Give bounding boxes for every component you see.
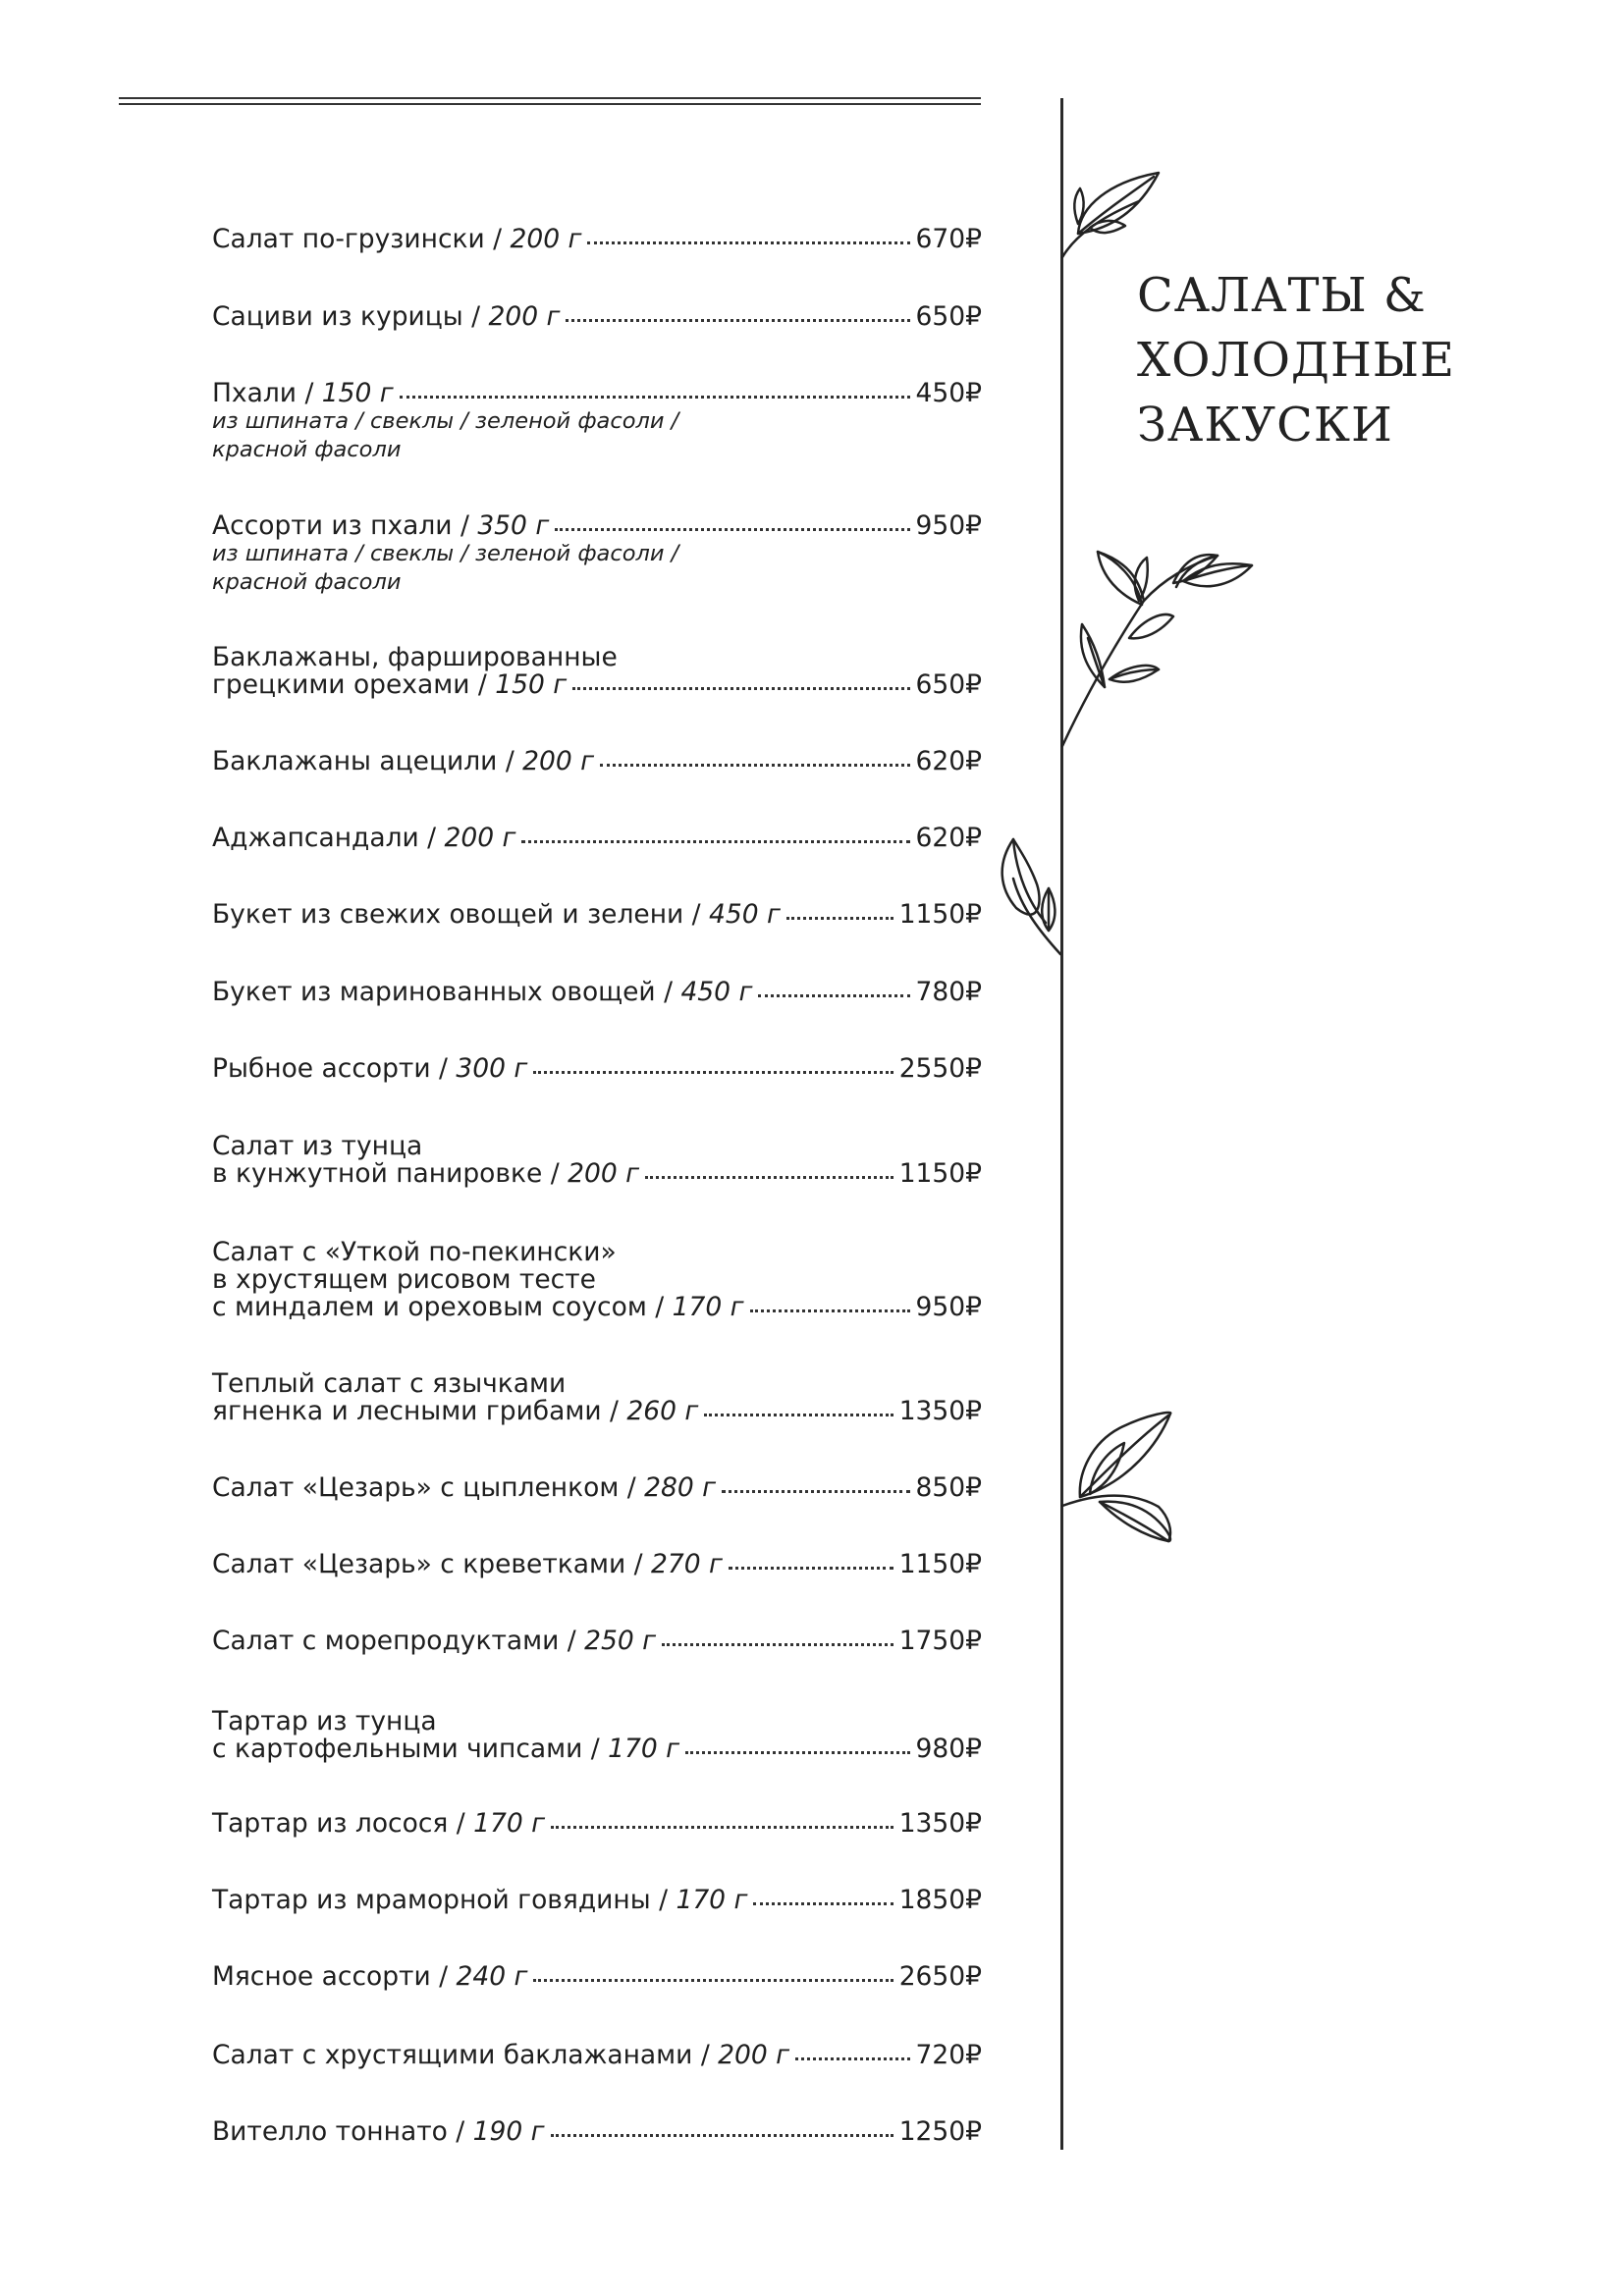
menu-item: [212, 1474, 982, 1502]
menu-item-line: [212, 1133, 982, 1160]
menu-item-weight: 150 г: [495, 669, 568, 700]
menu-item: [212, 1133, 982, 1188]
menu-item: [212, 1708, 982, 1763]
menu-item-name: грецкими орехами: [212, 669, 470, 700]
menu-item-line: [212, 2042, 982, 2069]
dot-leader: [645, 1176, 893, 1179]
menu-item-price: 1150₽: [898, 1549, 982, 1579]
menu-item-name: Сациви из курицы: [212, 301, 463, 332]
weight-separator: /: [430, 1961, 457, 1992]
menu-item-name: Тартар из лосося: [212, 1808, 449, 1839]
menu-item-name: Букет из маринованных овощей: [212, 977, 656, 1007]
dot-leader: [722, 1490, 909, 1493]
dot-leader: [758, 994, 909, 997]
menu-item-description: [212, 407, 982, 464]
leaf-left-icon: [1002, 839, 1060, 954]
menu-item-name: Баклажаны, фаршированные: [212, 642, 618, 672]
dot-leader: [551, 1826, 893, 1829]
menu-item-price: 620₽: [915, 746, 982, 776]
menu-item-price: 1850₽: [898, 1885, 982, 1915]
menu-item-name: с миндалем и ореховым соусом: [212, 1292, 647, 1322]
weight-separator: /: [462, 301, 489, 332]
menu-item-weight: 200 г: [522, 746, 595, 776]
menu-item-price: 980₽: [915, 1734, 982, 1764]
dot-leader: [533, 1979, 893, 1982]
weight-separator: /: [646, 1292, 673, 1322]
menu-item: [212, 2042, 982, 2069]
menu-item-line: [212, 825, 982, 852]
menu-item-price: 850₽: [915, 1472, 982, 1503]
menu-item-weight: 350 г: [477, 510, 550, 541]
menu-item: [212, 1239, 982, 1321]
weight-separator: /: [650, 1885, 677, 1915]
weight-separator: /: [469, 669, 496, 700]
menu-item: [212, 825, 982, 852]
menu-item-name: с картофельными чипсами: [212, 1734, 583, 1764]
menu-item-description: [212, 540, 982, 597]
menu-item-name: Тартар из мраморной говядины: [212, 1885, 651, 1915]
menu-item-weight: 170 г: [676, 1885, 748, 1915]
menu-item-price: 650₽: [915, 301, 982, 332]
menu-item-weight: 170 г: [608, 1734, 680, 1764]
weight-separator: /: [601, 1396, 627, 1426]
weight-separator: /: [418, 823, 445, 853]
weight-separator: /: [497, 746, 523, 776]
menu-item: [212, 1628, 982, 1655]
dot-leader: [533, 1071, 893, 1074]
menu-item-line: [212, 512, 982, 540]
menu-item-price: 1150₽: [898, 899, 982, 930]
menu-item-line: [212, 1294, 982, 1321]
weight-separator: /: [559, 1626, 585, 1656]
menu-item: [212, 1370, 982, 1425]
menu-item-price: 1150₽: [898, 1158, 982, 1189]
menu-item-line: [212, 1239, 982, 1266]
menu-item-name: Салат по-грузински: [212, 224, 485, 254]
dot-leader: [750, 1309, 910, 1312]
menu-item: [212, 303, 982, 331]
menu-item-price: 450₽: [915, 378, 982, 408]
menu-item-description-line: из шпината / свеклы / зеленой фасоли /: [212, 541, 679, 566]
menu-item-weight: 200 г: [510, 224, 582, 254]
menu-item-line: [212, 979, 982, 1006]
menu-item: [212, 644, 982, 699]
weight-separator: /: [625, 1549, 651, 1579]
dot-leader: [555, 528, 909, 531]
menu-item-weight: 270 г: [651, 1549, 723, 1579]
menu-item-weight: 450 г: [709, 899, 781, 930]
dot-leader: [521, 840, 909, 843]
menu-item: [212, 1810, 982, 1838]
menu-item: [212, 901, 982, 929]
weight-separator: /: [484, 224, 511, 254]
menu-item-weight: 170 г: [473, 1808, 546, 1839]
menu-item-price: 1350₽: [898, 1396, 982, 1426]
menu-item-name: Букет из свежих овощей и зелени: [212, 899, 684, 930]
menu-item-line: [212, 303, 982, 331]
weight-separator: /: [297, 378, 322, 408]
menu-item-line: [212, 1160, 982, 1188]
menu-item-name: Салат «Цезарь» с креветками: [212, 1549, 626, 1579]
menu-item-line: [212, 1887, 982, 1914]
menu-item-line: [212, 671, 982, 699]
menu-item-name: Баклажаны ацецили: [212, 746, 498, 776]
menu-item-price: 670₽: [915, 224, 982, 254]
leaf-top-icon: [1062, 173, 1159, 257]
menu-item-name: Теплый салат с язычками: [212, 1368, 567, 1399]
menu-item-price: 620₽: [915, 823, 982, 853]
menu-item-weight: 200 г: [488, 301, 561, 332]
menu-item-name: в кунжутной панировке: [212, 1158, 543, 1189]
menu-item-line: [212, 1708, 982, 1735]
menu-item-line: [212, 644, 982, 671]
dot-leader: [753, 1902, 893, 1905]
menu-item: [212, 748, 982, 775]
menu-item-line: [212, 1055, 982, 1083]
menu-item-price: 2550₽: [898, 1053, 982, 1084]
dot-leader: [786, 917, 893, 920]
menu-item-line: [212, 1266, 982, 1294]
menu-item-description-line: красной фасоли: [212, 569, 402, 595]
menu-item: [212, 512, 982, 597]
menu-item-price: 950₽: [915, 1292, 982, 1322]
menu-item-weight: 150 г: [321, 378, 394, 408]
weight-separator: /: [447, 2116, 473, 2147]
weight-separator: /: [448, 1808, 474, 1839]
menu-item-weight: 280 г: [644, 1472, 717, 1503]
menu-item-name: Салат с морепродуктами: [212, 1626, 560, 1656]
menu-item: [212, 979, 982, 1006]
menu-item: [212, 1963, 982, 1991]
menu-item-line: [212, 1810, 982, 1838]
menu-item-line: [212, 1474, 982, 1502]
leaf-bottom-icon: [1062, 1413, 1170, 1541]
menu-item-name: Мясное ассорти: [212, 1961, 431, 1992]
menu-item-price: 720₽: [915, 2040, 982, 2070]
menu-item-name: Рыбное ассорти: [212, 1053, 431, 1084]
menu-item-price: 1750₽: [898, 1626, 982, 1656]
menu-item-weight: 240 г: [456, 1961, 528, 1992]
weight-separator: /: [683, 899, 710, 930]
menu-item-name: ягненка и лесными грибами: [212, 1396, 602, 1426]
weight-separator: /: [655, 977, 681, 1007]
menu-item: [212, 1887, 982, 1914]
menu-item-price: 2650₽: [898, 1961, 982, 1992]
dot-leader: [685, 1751, 909, 1754]
menu-item-weight: 200 г: [444, 823, 516, 853]
leaf-branch-icon: [1062, 552, 1252, 746]
dot-leader: [729, 1567, 893, 1570]
dot-leader: [400, 396, 910, 399]
weight-separator: /: [452, 510, 478, 541]
menu-item-weight: 260 г: [626, 1396, 699, 1426]
weight-separator: /: [692, 2040, 719, 2070]
menu-item-weight: 170 г: [672, 1292, 744, 1322]
weight-separator: /: [542, 1158, 568, 1189]
section-title: [1137, 263, 1455, 457]
menu-item-price: 780₽: [915, 977, 982, 1007]
menu-item-price: 650₽: [915, 669, 982, 700]
menu-item-name: в хрустящем рисовом тесте: [212, 1264, 596, 1295]
menu-item-line: [212, 1735, 982, 1763]
menu-item-line: [212, 1628, 982, 1655]
menu-item-line: [212, 1551, 982, 1578]
menu-item-line: [212, 2118, 982, 2146]
weight-separator: /: [619, 1472, 645, 1503]
menu-item: [212, 1551, 982, 1578]
menu-item-description-line: из шпината / свеклы / зеленой фасоли /: [212, 408, 679, 434]
dot-leader: [704, 1414, 893, 1416]
menu-item-name: Салат с хрустящими баклажанами: [212, 2040, 693, 2070]
menu-item-line: [212, 380, 982, 407]
menu-item-weight: 300 г: [456, 1053, 528, 1084]
menu-item-name: Ассорти из пхали: [212, 510, 453, 541]
menu-item-weight: 200 г: [718, 2040, 790, 2070]
menu-item-name: Пхали: [212, 378, 298, 408]
menu-item: [212, 226, 982, 253]
dot-leader: [795, 2057, 909, 2060]
menu-item-weight: 250 г: [584, 1626, 657, 1656]
menu-item-description-line: красной фасоли: [212, 437, 402, 462]
menu-item-line: [212, 226, 982, 253]
menu-item-line: [212, 1398, 982, 1425]
section-title-line: ХОЛОДНЫЕ: [1137, 333, 1456, 388]
menu-item: [212, 380, 982, 464]
menu-item: [212, 2118, 982, 2146]
menu-item-weight: 450 г: [680, 977, 753, 1007]
menu-item-price: 1250₽: [898, 2116, 982, 2147]
menu-item-name: Салат с «Уткой по-пекински»: [212, 1237, 617, 1267]
menu-item-line: [212, 748, 982, 775]
menu-item-name: Вителло тоннато: [212, 2116, 448, 2147]
menu-item-price: 1350₽: [898, 1808, 982, 1839]
dot-leader: [572, 687, 909, 690]
menu-item-name: Салат из тунца: [212, 1131, 423, 1161]
menu-item-name: Салат «Цезарь» с цыпленком: [212, 1472, 620, 1503]
dot-leader: [566, 319, 909, 322]
menu-item-line: [212, 1370, 982, 1398]
dot-leader: [587, 241, 909, 244]
menu-item-line: [212, 1963, 982, 1991]
dot-leader: [551, 2134, 893, 2137]
section-title-line: САЛАТЫ &: [1137, 268, 1427, 323]
dot-leader: [662, 1643, 893, 1646]
weight-separator: /: [430, 1053, 457, 1084]
menu-item-name: Аджапсандали: [212, 823, 419, 853]
menu-item-weight: 200 г: [568, 1158, 640, 1189]
dot-leader: [600, 764, 909, 767]
menu-item-weight: 190 г: [472, 2116, 545, 2147]
menu-item-price: 950₽: [915, 510, 982, 541]
menu-item-line: [212, 901, 982, 929]
weight-separator: /: [582, 1734, 609, 1764]
section-title-line: ЗАКУСКИ: [1137, 398, 1393, 453]
menu-item-name: Тартар из тунца: [212, 1706, 437, 1736]
menu-item: [212, 1055, 982, 1083]
